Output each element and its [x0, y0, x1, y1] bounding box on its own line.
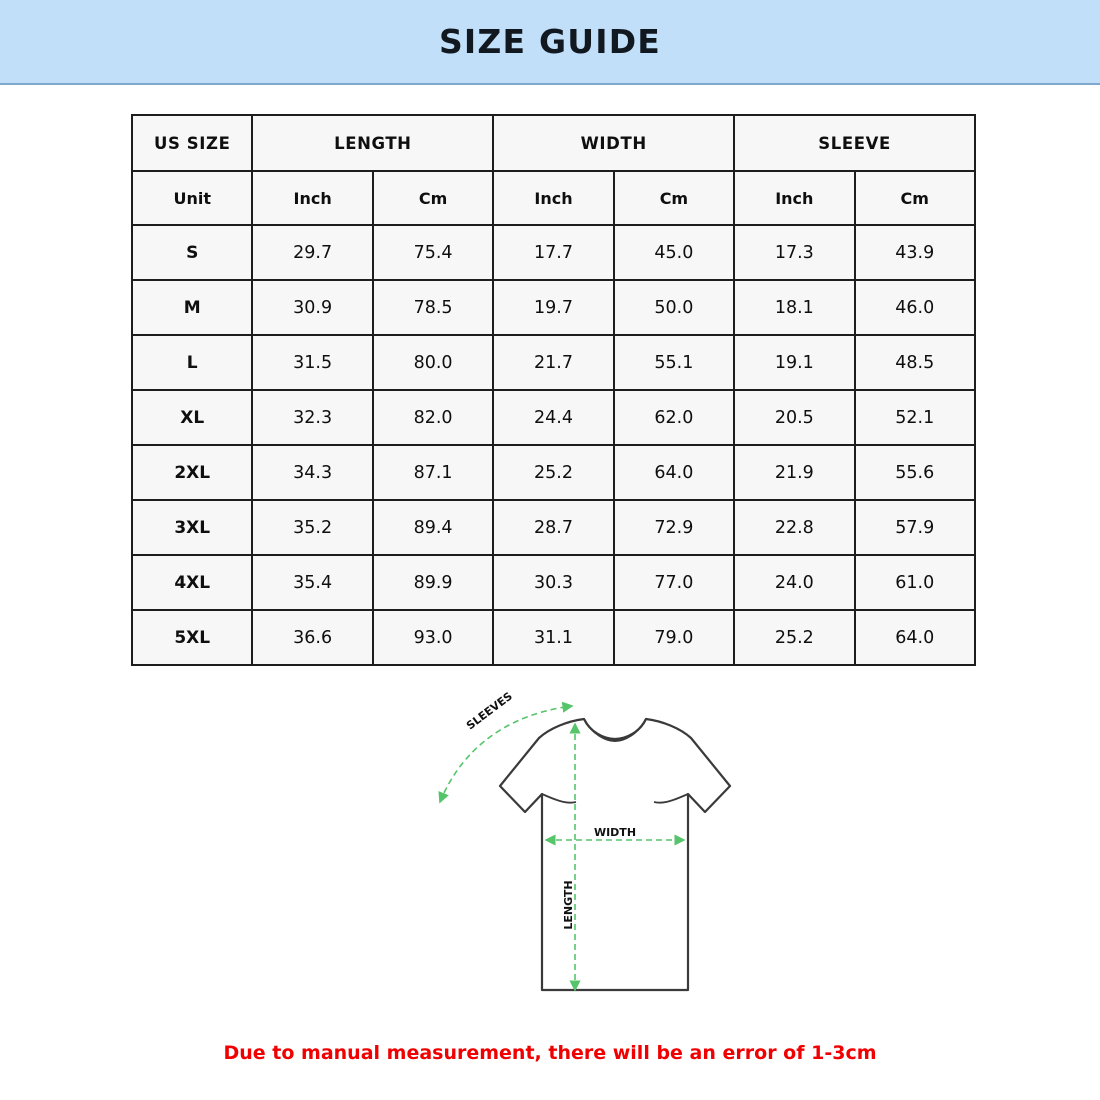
width-label: WIDTH — [593, 826, 637, 839]
cell-size: XL — [132, 390, 252, 445]
cell-width-cm: 77.0 — [614, 555, 734, 610]
cell-length-cm: 80.0 — [373, 335, 493, 390]
table-row — [132, 555, 975, 610]
cell-length-cm: 89.4 — [373, 500, 493, 555]
column-header-width: WIDTH — [493, 115, 734, 171]
cell-length-cm: 89.9 — [373, 555, 493, 610]
column-header-length: LENGTH — [252, 115, 493, 171]
table-row — [132, 225, 975, 280]
cell-size: 2XL — [132, 445, 252, 500]
unit-sleeve-inch: Inch — [734, 171, 854, 225]
size-table-container — [131, 114, 976, 666]
cell-length-inch: 29.7 — [252, 225, 372, 280]
cell-sleeve-cm: 43.9 — [855, 225, 975, 280]
cell-width-inch: 31.1 — [493, 610, 613, 665]
cell-width-cm: 72.9 — [614, 500, 734, 555]
unit-length-cm: Cm — [373, 171, 493, 225]
cell-sleeve-inch: 18.1 — [734, 280, 854, 335]
table-row — [132, 445, 975, 500]
table-row — [132, 280, 975, 335]
cell-length-inch: 36.6 — [252, 610, 372, 665]
cell-sleeve-inch: 21.9 — [734, 445, 854, 500]
cell-width-inch: 19.7 — [493, 280, 613, 335]
cell-sleeve-cm: 55.6 — [855, 445, 975, 500]
cell-sleeve-cm: 61.0 — [855, 555, 975, 610]
page-title: SIZE GUIDE — [438, 22, 662, 61]
cell-sleeve-cm: 52.1 — [855, 390, 975, 445]
column-header-us-size: US SIZE — [132, 115, 252, 171]
cell-sleeve-inch: 20.5 — [734, 390, 854, 445]
cell-sleeve-inch: 17.3 — [734, 225, 854, 280]
header-banner — [0, 0, 1100, 85]
cell-sleeve-inch: 25.2 — [734, 610, 854, 665]
cell-length-cm: 75.4 — [373, 225, 493, 280]
cell-sleeve-cm: 46.0 — [855, 280, 975, 335]
cell-size: 4XL — [132, 555, 252, 610]
cell-length-cm: 82.0 — [373, 390, 493, 445]
cell-sleeve-inch: 19.1 — [734, 335, 854, 390]
cell-length-cm: 87.1 — [373, 445, 493, 500]
cell-width-inch: 30.3 — [493, 555, 613, 610]
size-table — [131, 114, 976, 666]
cell-sleeve-cm: 48.5 — [855, 335, 975, 390]
cell-size: L — [132, 335, 252, 390]
cell-sleeve-cm: 64.0 — [855, 610, 975, 665]
cell-sleeve-inch: 22.8 — [734, 500, 854, 555]
cell-length-inch: 32.3 — [252, 390, 372, 445]
cell-width-inch: 28.7 — [493, 500, 613, 555]
unit-length-inch: Inch — [252, 171, 372, 225]
cell-size: M — [132, 280, 252, 335]
cell-width-cm: 55.1 — [614, 335, 734, 390]
cell-length-inch: 30.9 — [252, 280, 372, 335]
cell-length-inch: 34.3 — [252, 445, 372, 500]
cell-size: 3XL — [132, 500, 252, 555]
table-unit-row — [132, 171, 975, 225]
cell-size: S — [132, 225, 252, 280]
cell-length-inch: 35.2 — [252, 500, 372, 555]
table-row — [132, 335, 975, 390]
length-label: LENGTH — [562, 880, 575, 930]
cell-sleeve-inch: 24.0 — [734, 555, 854, 610]
cell-width-cm: 62.0 — [614, 390, 734, 445]
measurement-disclaimer: Due to manual measurement, there will be an error of 1-3cm — [223, 1042, 877, 1064]
unit-sleeve-cm: Cm — [855, 171, 975, 225]
cell-length-cm: 78.5 — [373, 280, 493, 335]
cell-width-cm: 50.0 — [614, 280, 734, 335]
table-group-header-row — [132, 115, 975, 171]
sleeves-label: SLEEVES — [463, 690, 515, 733]
cell-length-inch: 31.5 — [252, 335, 372, 390]
cell-width-inch: 24.4 — [493, 390, 613, 445]
cell-width-cm: 79.0 — [614, 610, 734, 665]
cell-size: 5XL — [132, 610, 252, 665]
unit-width-cm: Cm — [614, 171, 734, 225]
cell-length-inch: 35.4 — [252, 555, 372, 610]
unit-label: Unit — [132, 171, 252, 225]
cell-width-inch: 17.7 — [493, 225, 613, 280]
cell-width-cm: 64.0 — [614, 445, 734, 500]
cell-width-cm: 45.0 — [614, 225, 734, 280]
cell-sleeve-cm: 57.9 — [855, 500, 975, 555]
cell-length-cm: 93.0 — [373, 610, 493, 665]
table-row — [132, 610, 975, 665]
column-header-sleeve: SLEEVE — [734, 115, 975, 171]
tshirt-measurement-diagram — [400, 690, 770, 1030]
table-row — [132, 390, 975, 445]
cell-width-inch: 25.2 — [493, 445, 613, 500]
table-row — [132, 500, 975, 555]
unit-width-inch: Inch — [493, 171, 613, 225]
cell-width-inch: 21.7 — [493, 335, 613, 390]
